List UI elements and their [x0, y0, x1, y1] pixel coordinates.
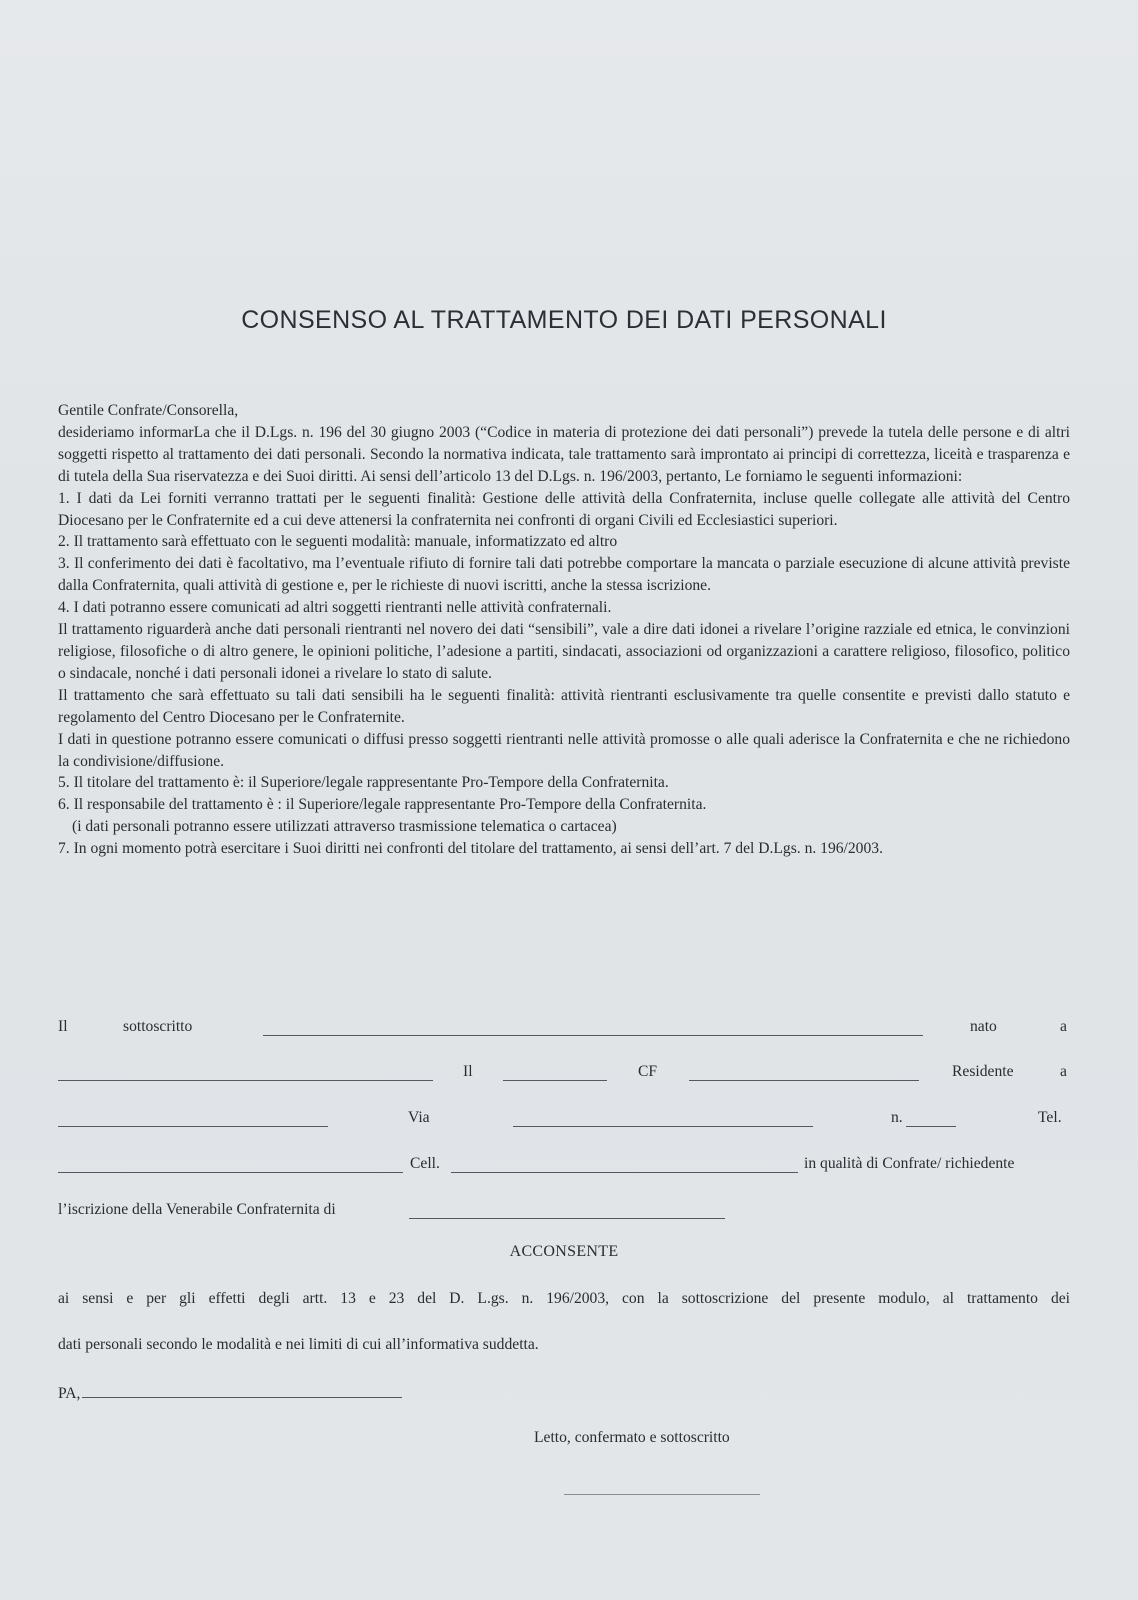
street-field-line[interactable] — [513, 1126, 813, 1127]
acconsente-heading: ACCONSENTE — [509, 1243, 619, 1260]
label-via: Via — [408, 1109, 430, 1126]
label-cf: CF — [638, 1063, 658, 1080]
transmission-note: (i dati personali potranno essere utilizzati attraverso trasmissione telematica o cartacea) — [72, 818, 617, 836]
phone-field-line[interactable] — [58, 1172, 403, 1173]
signature-line[interactable] — [564, 1494, 760, 1495]
place-date-row — [58, 1383, 402, 1403]
label-iscrizione: l’iscrizione della Venerabile Confraternita di — [58, 1201, 336, 1218]
point-6: 6. Il responsabile del trattamento è : il Superiore/legale rappresentante Pro-Tempore della Confraternita. — [58, 796, 707, 814]
label-tel: Tel. — [1038, 1109, 1062, 1126]
point-7: 7. In ogni momento potrà esercitare i Suoi diritti nei confronti del titolare del trattamento, ai sensi dell’art. 7 del D.Lgs. n. 196/2003. — [58, 840, 883, 858]
label-sottoscritto: sottoscritto — [123, 1018, 193, 1035]
label-cell: Cell. — [410, 1155, 440, 1172]
birthplace-field-line[interactable] — [58, 1080, 433, 1081]
point-1: 1. I dati da Lei forniti verranno trattati per le seguenti finalità: Gestione delle attività della Confraternita, incluse quelle collegate alle attività del Centro Diocesano per le Confraternite ed a cui deve attenersi la confraternita nei confronti di organi Civili ed Ecclesiastici superiori. — [58, 489, 1070, 529]
label-nato: nato — [970, 1018, 997, 1035]
disclosure-paragraph: I dati in questione potranno essere comunicati o diffusi presso soggetti rientranti nelle attività promosse o alle quali aderisce la Confraternita e che ne richiedono la condivisione/diffusione. — [58, 730, 1070, 770]
label-n: n. — [891, 1109, 903, 1126]
form-row-contacts — [58, 1155, 1070, 1179]
informativa-text — [58, 400, 1070, 860]
consent-statement-line-1: ai sensi e per gli effetti degli artt. 13 e 23 del D. L.gs. n. 196/2003, con la sottoscrizione del presente modulo, al trattamento dei — [58, 1290, 1070, 1307]
label-residente: Residente — [952, 1063, 1014, 1080]
place-label: PA, — [58, 1385, 81, 1402]
birthdate-field-line[interactable] — [503, 1080, 607, 1081]
label-a-residence: a — [1060, 1063, 1067, 1080]
city-field-line[interactable] — [58, 1126, 328, 1127]
label-qualita: in qualità di Confrate/ richiedente — [804, 1155, 1015, 1172]
name-field-line[interactable] — [263, 1035, 923, 1036]
cf-field-line[interactable] — [689, 1080, 919, 1081]
number-field-line[interactable] — [906, 1126, 956, 1127]
consent-statement-line-2: dati personali secondo le modalità e nei limiti di cui all’informativa suddetta. — [58, 1336, 539, 1353]
form-row-name — [58, 1018, 1070, 1042]
label-il-date: Il — [463, 1063, 473, 1080]
intro-paragraph: desideriamo informarLa che il D.Lgs. n. 196 del 30 giugno 2003 (“Codice in materia di protezione dei dati personali”) prevede la tutela delle persone e di altri soggetti rispetto al trattamento dei dati personali. Secondo la normativa indicata, tale trattamento sarà improntato ai principi di correttezza, liceità e trasparenza e di tutela della Sua riservatezza e dei Suoi diritti. Ai sensi dell’articolo 13 del D.Lgs. n. 196/2003, pertanto, Le forniamo le seguenti informazioni: — [58, 423, 1070, 485]
form-row-confraternita — [58, 1201, 1070, 1225]
sensitive-data-paragraph: Il trattamento riguarderà anche dati personali rientranti nel novero dei dati “sensibili”, vale a dire dati idonei a rivelare l’origine razziale ed etnica, le convinzioni religiose, filosofiche o di altro genere, le opinioni politiche, l’adesione a partiti, sindacati, associazioni od organizzazioni a carattere religioso, filosofico, politico o sindacale, nonché i dati personali idonei a rivelare lo stato di salute. — [58, 621, 1070, 682]
document-page — [58, 0, 1070, 1600]
document-title: CONSENSO AL TRATTAMENTO DEI DATI PERSONALI — [241, 306, 887, 334]
point-2: 2. Il trattamento sarà effettuato con le seguenti modalità: manuale, informatizzato ed altro — [58, 533, 618, 551]
point-4: 4. I dati potranno essere comunicati ad altri soggetti rientranti nelle attività confraternali. — [58, 599, 612, 617]
label-a: a — [1060, 1018, 1067, 1035]
point-3: 3. Il conferimento dei dati è facoltativo, ma l’eventuale rifiuto di fornire tali dati potrebbe comportare la mancata o parziale esecuzione di alcune attività previste dalla Confraternita, quali attività di gestione e, per le richieste di nuovi iscritti, anche la stessa iscrizione. — [58, 555, 1070, 595]
date-field-line[interactable] — [82, 1383, 402, 1398]
cell-field-line[interactable] — [451, 1172, 798, 1173]
greeting: Gentile Confrate/Consorella, — [58, 402, 239, 419]
point-5: 5. Il titolare del trattamento è: il Superiore/legale rappresentante Pro-Tempore della Confraternita. — [58, 774, 669, 792]
confraternita-field-line[interactable] — [409, 1218, 725, 1219]
label-il: Il — [58, 1018, 68, 1035]
form-row-birth — [58, 1063, 1070, 1087]
form-row-address — [58, 1109, 1070, 1133]
closing-text: Letto, confermato e sottoscritto — [534, 1429, 730, 1446]
sensitive-purpose-paragraph: Il trattamento che sarà effettuato su tali dati sensibili ha le seguenti finalità: attività rientranti esclusivamente tra quelle consentite e previsti dallo statuto e regolamento del Centro Diocesano per le Confraternite. — [58, 686, 1070, 726]
